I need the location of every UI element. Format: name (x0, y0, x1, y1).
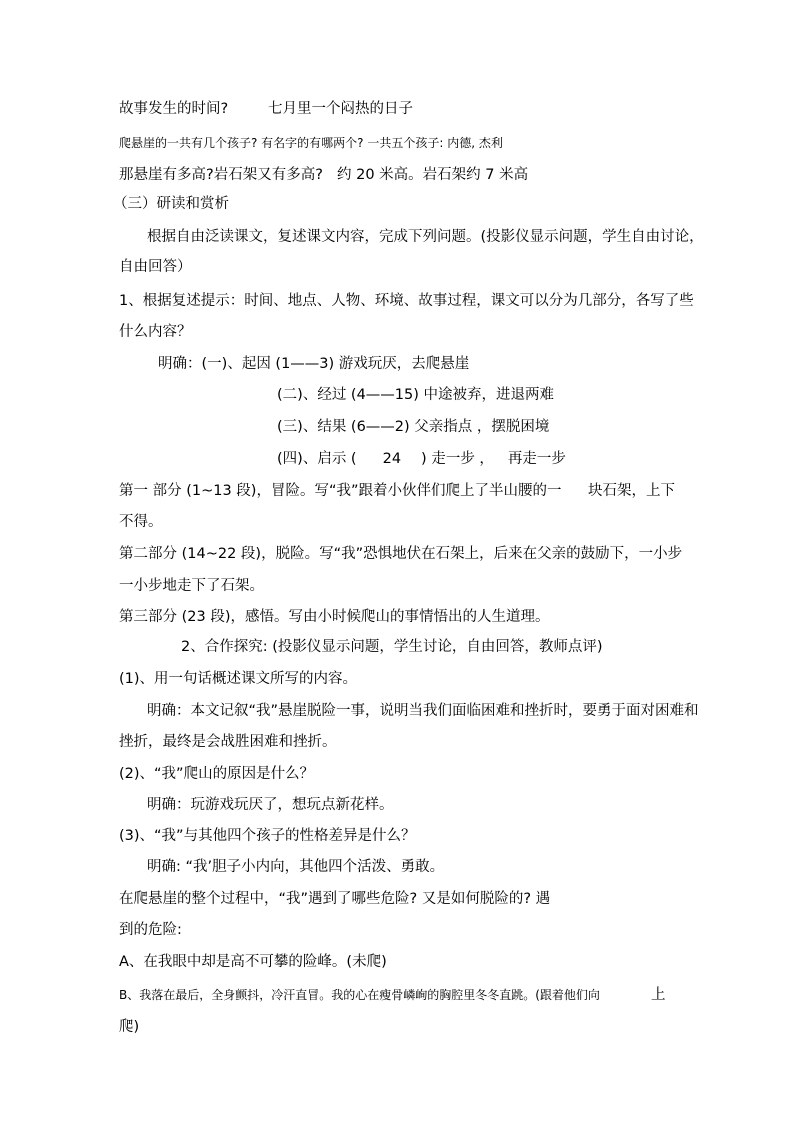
text-line: (三)、结果 (6——2) 父亲指点 ，摆脱困境 (277, 419, 550, 435)
text-line: 爬悬崖的一共有几个孩子? 有名字的有哪两个? 一共五个孩子: 内德, 杰利 (119, 136, 503, 150)
text-line: 自由回答） (119, 259, 192, 275)
text-line: (四)、启示 ( 24 ) 走一步 ， 再走一步 (277, 451, 566, 467)
text-line: 第一 部分 (1~13 段)，冒险。写“我”跟着小伙伴们爬上了半山腰的一 (119, 483, 562, 499)
text-line: 明确：本文记叙“我”悬崖脱险一事，说明当我们面临困难和挫折时，要勇于面对困难和 (147, 703, 699, 719)
text-line: 第三部分 (23 段)，感悟。写由小时候爬山的事情悟出的人生道理。 (119, 609, 550, 625)
text-line: 上 (651, 987, 666, 1003)
text-line: 2、合作探究: (投影仪显示问题，学生讨论，自由回答，教师点评) (181, 639, 603, 655)
text-line (119, 99, 228, 119)
text-line: 在爬悬崖的整个过程中，“我”遇到了哪些危险? 又是如何脱险的? 遇 (119, 891, 551, 907)
text-line: 爬) (119, 1019, 140, 1035)
text-line: 根据自由泛读课文，复述课文内容，完成下列问题。(投影仪显示问题，学生自由讨论， (147, 229, 704, 245)
text-line: 不得。 (119, 514, 163, 530)
text-line: (2)、“我”爬山的原因是什么？ (119, 766, 315, 782)
text-line (119, 165, 323, 185)
question-text: 故事发生的时间? (119, 101, 229, 117)
text-line: (二)、经过 (4——15) 中途被弃，进退两难 (277, 387, 555, 403)
section-heading: （三）研读和赏析 (113, 196, 229, 212)
text-line: (1)、用一句话概述课文所写的内容。 (119, 671, 358, 687)
text-line: 明确：(一)、起因 (1——3) 游戏玩厌，去爬悬崖 (158, 356, 470, 372)
text-line: B、我落在最后，全身颤抖，冷汗直冒。我的心在瘦骨嶙峋的胸腔里冬冬直跳。(跟着他们向 (119, 988, 600, 1002)
text-line (337, 165, 528, 185)
text-line: 块石架，上下 (588, 483, 675, 499)
text-line: 明确：玩游戏玩厌了，想玩点新花样。 (147, 797, 394, 813)
text-line: (3)、“我”与其他四个孩子的性格差异是什么？ (119, 828, 416, 844)
text-line: 什么内容？ (119, 324, 192, 340)
text-line: 明确: “我’胆子小内向，其他四个活泼、勇敢。 (147, 859, 445, 875)
text-line: 到的危险: (119, 922, 182, 938)
text-line: 挫折，最终是会战胜困难和挫折。 (119, 734, 337, 750)
question-text: 那悬崖有多高?岩石架又有多高? (119, 167, 323, 183)
text-line (268, 99, 413, 119)
text-line: 1、根据复述提示：时间、地点、人物、环境、故事过程，课文可以分为几部分，各写了些 (119, 293, 694, 309)
text-line: 第二部分 (14~22 段)，脱险。写“我”恐惧地伏在石架上，后来在父亲的鼓励下，一小步 (119, 546, 683, 562)
text-line: 一小步地走下了石架。 (119, 578, 264, 594)
answer-text: 七月里一个闷热的日子 (268, 101, 413, 117)
answer-text: 约 20 米高。岩石架约 7 米高 (337, 167, 529, 183)
text-line: A、在我眼中却是高不可攀的险峰。(未爬) (119, 954, 387, 970)
